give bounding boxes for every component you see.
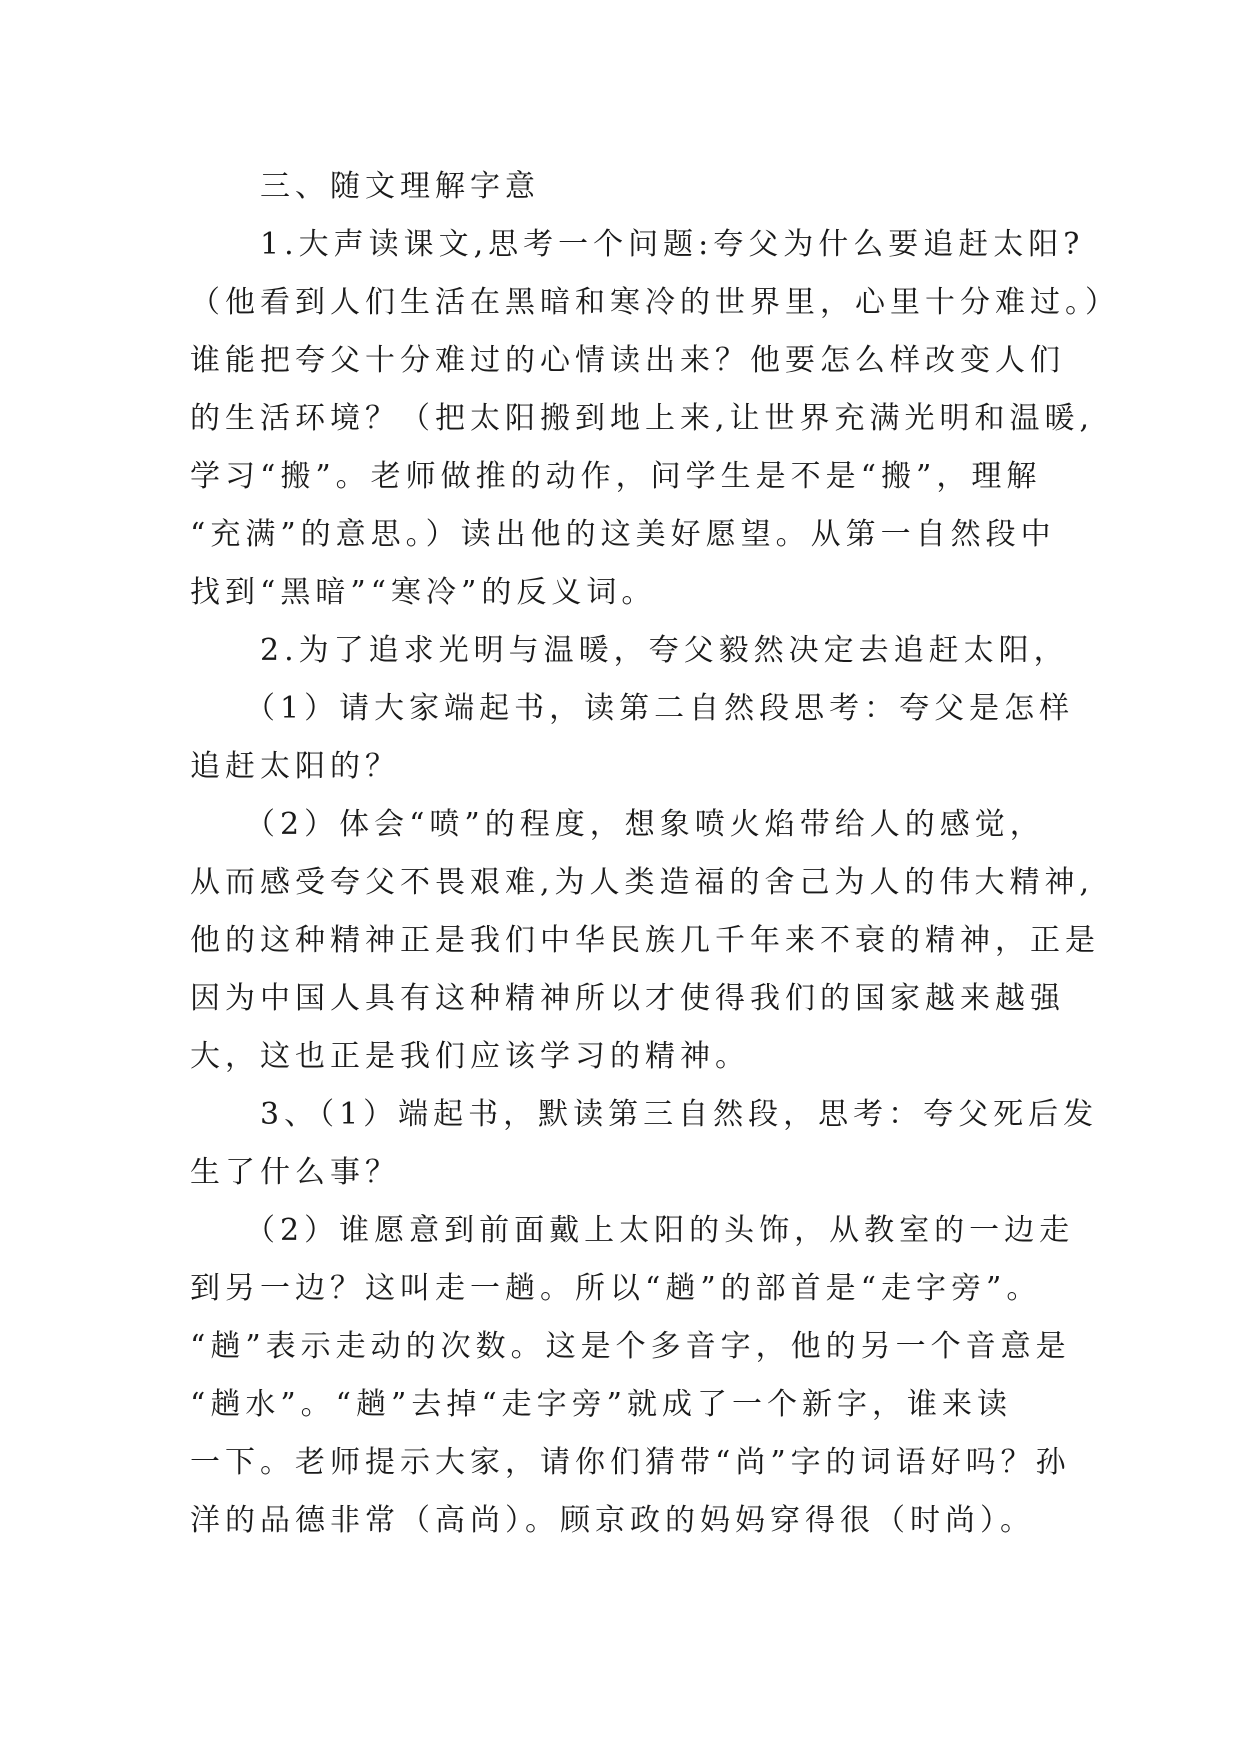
text-line: 从而感受夸父不畏艰难,为人类造福的舍己为人的伟大精神, (190, 865, 1095, 900)
text-line: 大，这也正是我们应该学习的精神。 (190, 1039, 750, 1074)
text-line: （1）请大家端起书，读第二自然段思考：夸父是怎样 (190, 691, 1075, 726)
document-page (190, 158, 1120, 1550)
text-line: “趟”表示走动的次数。这是个多音字，他的另一个音意是 (190, 1329, 1071, 1364)
text-line: （2）谁愿意到前面戴上太阳的头饰，从教室的一边走 (190, 1213, 1075, 1248)
text-line: 一下。老师提示大家，请你们猜带“尚”字的词语好吗？孙 (190, 1445, 1071, 1480)
text-line: 2.为了追求光明与温暖，夸父毅然决定去追赶太阳， (190, 633, 1069, 668)
paragraph-2-1 (190, 680, 1075, 796)
text-line: 学习“搬”。老师做推的动作，问学生是不是“搬”，理解 (190, 459, 1042, 494)
paragraph-2 (190, 622, 1069, 680)
paragraph-2-2 (190, 796, 1100, 1086)
text-line: （他看到人们生活在黑暗和寒冷的世界里，心里十分难过。） (190, 285, 1120, 320)
text-line: 谁能把夸父十分难过的心情读出来？他要怎么样改变人们 (190, 343, 1065, 378)
text-line: “趟水”。“趟”去掉“走字旁”就成了一个新字，谁来读 (190, 1387, 1013, 1422)
text-line: 追赶太阳的？ (190, 749, 400, 784)
paragraph-3-1 (190, 1086, 1099, 1202)
text-line: 的生活环境？（把太阳搬到地上来,让世界充满光明和温暖, (190, 401, 1095, 436)
text-line: 生了什么事？ (190, 1155, 400, 1190)
text-line: 他的这种精神正是我们中华民族几千年来不衰的精神，正是 (190, 923, 1100, 958)
text-line: （2）体会“喷”的程度，想象喷火焰带给人的感觉， (190, 807, 1045, 842)
text-line: 三、随文理解字意 (190, 169, 540, 204)
text-line: 找到“黑暗”“寒冷”的反义词。 (190, 575, 657, 610)
text-line: 3、（1）端起书，默读第三自然段，思考：夸父死后发 (190, 1097, 1099, 1132)
text-line: 到另一边？这叫走一趟。所以“趟”的部首是“走字旁”。 (190, 1271, 1042, 1306)
text-line: “充满”的意思。）读出他的这美好愿望。从第一自然段中 (190, 517, 1056, 552)
text-line: 1.大声读课文,思考一个问题:夸父为什么要追赶太阳? (190, 227, 1085, 262)
text-line: 洋的品德非常（高尚）。顾京政的妈妈穿得很（时尚）。 (190, 1503, 1035, 1538)
paragraph-1 (190, 216, 1120, 622)
section-heading (190, 158, 1062, 216)
paragraph-3-2 (190, 1202, 1075, 1550)
text-line: 因为中国人具有这种精神所以才使得我们的国家越来越强 (190, 981, 1065, 1016)
